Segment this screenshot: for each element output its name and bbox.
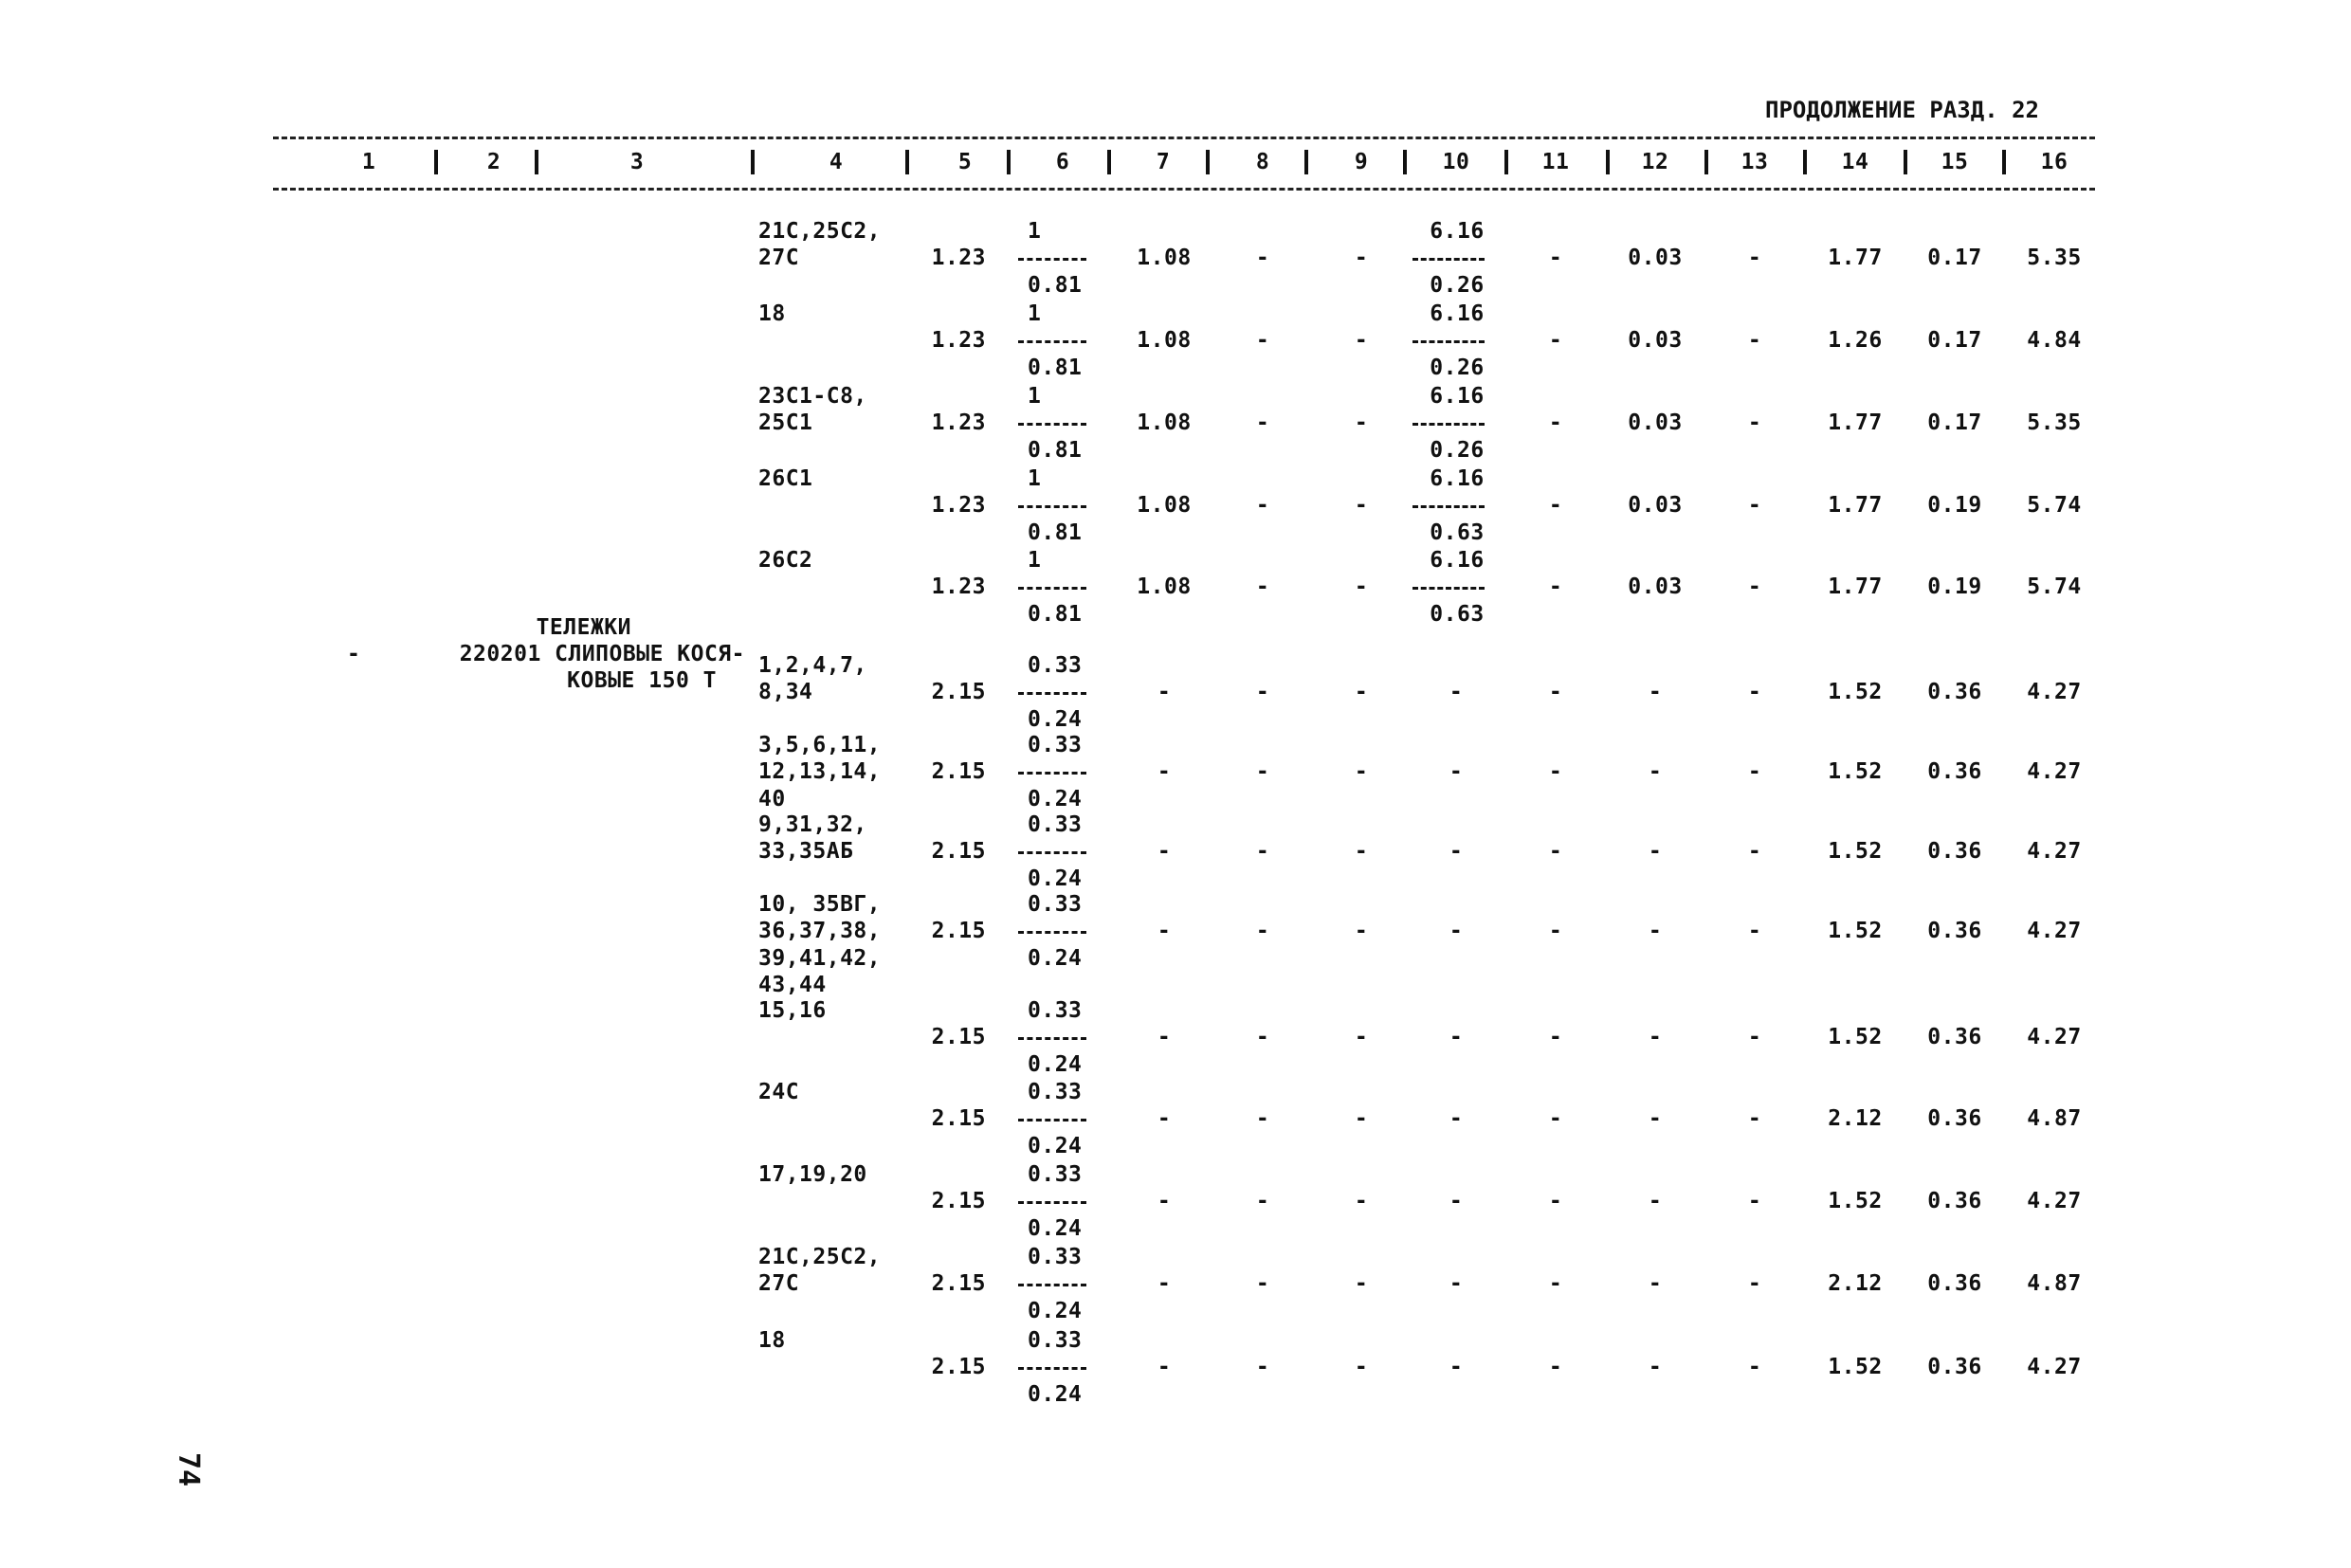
cell-col14: 1.52 <box>1828 1189 1883 1213</box>
fraction-bar <box>1412 587 1485 590</box>
group-code-col1: - <box>347 642 361 666</box>
cell-col5: 2.15 <box>931 839 986 864</box>
cell-col10-bottom: 0.26 <box>1430 437 1485 463</box>
cell-col10-bottom: 0.63 <box>1430 601 1485 627</box>
cell-col6-top: 1 <box>1028 547 1042 573</box>
row-item-line: 40 <box>758 786 786 811</box>
cell-col14: 1.52 <box>1828 759 1883 784</box>
cell-col6-bottom: 0.81 <box>1028 520 1083 545</box>
cell-col5: 2.15 <box>931 1025 986 1049</box>
fraction-bar <box>1018 1201 1086 1204</box>
cell-col6-bottom: 0.24 <box>1028 1381 1083 1407</box>
cell-col15: 0.36 <box>1927 759 1982 784</box>
cell-col11: - <box>1548 493 1563 518</box>
cell-col7: - <box>1157 1355 1172 1379</box>
cell-col10: - <box>1449 839 1464 864</box>
cell-col13: - <box>1747 1025 1762 1049</box>
cell-col6-top: 0.33 <box>1028 1079 1083 1104</box>
fraction-bar <box>1018 340 1086 343</box>
cell-col6-bottom: 0.24 <box>1028 866 1083 891</box>
cell-col13: - <box>1747 839 1762 864</box>
cell-col15: 0.17 <box>1927 328 1982 353</box>
cell-col5: 1.23 <box>931 574 986 599</box>
fraction-bar <box>1018 772 1086 775</box>
column-separator <box>1304 150 1308 174</box>
row-item-line: 21С,25С2, <box>758 218 882 244</box>
page-number: 74 <box>172 1452 205 1487</box>
cell-col9: - <box>1354 919 1369 943</box>
cell-col15: 0.36 <box>1927 1106 1982 1131</box>
cell-col7: - <box>1157 1189 1172 1213</box>
cell-col10: - <box>1449 1106 1464 1131</box>
cell-col6-bottom: 0.24 <box>1028 1215 1083 1241</box>
fraction-bar <box>1412 423 1485 426</box>
column-separator <box>1403 150 1407 174</box>
column-separator <box>1504 150 1508 174</box>
cell-col5: 2.15 <box>931 919 986 943</box>
cell-col6-top: 0.33 <box>1028 732 1083 757</box>
cell-col8: - <box>1255 410 1270 435</box>
cell-col5: 2.15 <box>931 1189 986 1213</box>
cell-col8: - <box>1255 1355 1270 1379</box>
row-item-line: 10, 35ВГ, <box>758 891 882 917</box>
cell-col16: 4.27 <box>2027 680 2082 704</box>
cell-col6-top: 1 <box>1028 218 1042 244</box>
cell-col15: 0.36 <box>1927 1271 1982 1296</box>
cell-col7: - <box>1157 919 1172 943</box>
cell-col16: 4.87 <box>2027 1106 2082 1131</box>
cell-col14: 1.52 <box>1828 680 1883 704</box>
cell-col8: - <box>1255 1189 1270 1213</box>
cell-col9: - <box>1354 1355 1369 1379</box>
column-header-11: 11 <box>1541 150 1570 174</box>
cell-col8: - <box>1255 759 1270 784</box>
column-header-1: 1 <box>361 150 376 174</box>
cell-col16: 4.87 <box>2027 1271 2082 1296</box>
cell-col12: - <box>1648 759 1663 784</box>
fraction-bar <box>1412 340 1485 343</box>
cell-col16: 5.35 <box>2027 410 2082 435</box>
cell-col15: 0.36 <box>1927 680 1982 704</box>
row-item-line: 33,35АБ <box>758 839 854 864</box>
cell-col12: - <box>1648 839 1663 864</box>
cell-col5: 2.15 <box>931 1355 986 1379</box>
cell-col16: 4.27 <box>2027 919 2082 943</box>
cell-col6-top: 1 <box>1028 465 1042 491</box>
row-item-line: 9,31,32, <box>758 811 867 837</box>
cell-col10: - <box>1449 919 1464 943</box>
cell-col9: - <box>1354 493 1369 518</box>
cell-col13: - <box>1747 1189 1762 1213</box>
header-bottom-rule <box>273 188 2095 191</box>
cell-col10: - <box>1449 759 1464 784</box>
cell-col8: - <box>1255 574 1270 599</box>
cell-col6-top: 0.33 <box>1028 891 1083 917</box>
cell-col6-bottom: 0.24 <box>1028 786 1083 811</box>
row-item-line: 24С <box>758 1079 800 1104</box>
cell-col11: - <box>1548 1025 1563 1049</box>
group-name-line3: КОВЫЕ 150 Т <box>567 668 717 693</box>
cell-col11: - <box>1548 919 1563 943</box>
cell-col6-bottom: 0.24 <box>1028 706 1083 732</box>
row-item-line: 39,41,42, <box>758 945 882 971</box>
cell-col5: 1.23 <box>931 410 986 435</box>
column-header-5: 5 <box>957 150 973 174</box>
column-header-7: 7 <box>1156 150 1171 174</box>
cell-col10-bottom: 0.26 <box>1430 355 1485 380</box>
column-separator <box>905 150 909 174</box>
cell-col16: 4.84 <box>2027 328 2082 353</box>
cell-col8: - <box>1255 493 1270 518</box>
cell-col15: 0.17 <box>1927 410 1982 435</box>
cell-col6-bottom: 0.81 <box>1028 601 1083 627</box>
cell-col9: - <box>1354 246 1369 270</box>
column-separator <box>2002 150 2006 174</box>
cell-col5: 1.23 <box>931 246 986 270</box>
cell-col11: - <box>1548 574 1563 599</box>
cell-col11: - <box>1548 1355 1563 1379</box>
cell-col7: - <box>1157 1271 1172 1296</box>
cell-col8: - <box>1255 919 1270 943</box>
cell-col13: - <box>1747 493 1762 518</box>
row-item-line: 18 <box>758 301 786 326</box>
cell-col11: - <box>1548 1189 1563 1213</box>
fraction-bar <box>1018 1119 1086 1121</box>
column-separator <box>1704 150 1708 174</box>
column-header-12: 12 <box>1641 150 1669 174</box>
cell-col14: 1.77 <box>1828 493 1883 518</box>
cell-col16: 5.35 <box>2027 246 2082 270</box>
column-separator <box>751 150 755 174</box>
cell-col12: - <box>1648 680 1663 704</box>
cell-col13: - <box>1747 680 1762 704</box>
cell-col11: - <box>1548 1271 1563 1296</box>
cell-col6-bottom: 0.24 <box>1028 1051 1083 1077</box>
cell-col12: - <box>1648 1106 1663 1131</box>
cell-col9: - <box>1354 839 1369 864</box>
cell-col14: 1.26 <box>1828 328 1883 353</box>
cell-col14: 1.77 <box>1828 246 1883 270</box>
column-header-15: 15 <box>1941 150 1969 174</box>
row-item-line: 27С <box>758 246 800 270</box>
row-item-line: 36,37,38, <box>758 919 882 943</box>
cell-col16: 4.27 <box>2027 1025 2082 1049</box>
cell-col8: - <box>1255 1106 1270 1131</box>
cell-col10: - <box>1449 1355 1464 1379</box>
fraction-bar <box>1018 1367 1086 1370</box>
cell-col16: 4.27 <box>2027 1189 2082 1213</box>
cell-col6-top: 0.33 <box>1028 997 1083 1023</box>
header-top-rule <box>273 137 2095 139</box>
column-header-8: 8 <box>1255 150 1270 174</box>
row-item-line: 27С <box>758 1271 800 1296</box>
cell-col10-top: 6.16 <box>1430 218 1485 244</box>
cell-col7: 1.08 <box>1137 328 1192 353</box>
cell-col14: 2.12 <box>1828 1271 1883 1296</box>
cell-col13: - <box>1747 1355 1762 1379</box>
cell-col11: - <box>1548 246 1563 270</box>
cell-col9: - <box>1354 574 1369 599</box>
cell-col14: 1.52 <box>1828 1025 1883 1049</box>
cell-col6-top: 0.33 <box>1028 811 1083 837</box>
cell-col10-top: 6.16 <box>1430 383 1485 409</box>
column-header-3: 3 <box>629 150 645 174</box>
cell-col6-top: 1 <box>1028 383 1042 409</box>
cell-col12: - <box>1648 1355 1663 1379</box>
cell-col10: - <box>1449 680 1464 704</box>
cell-col14: 1.52 <box>1828 839 1883 864</box>
cell-col10: - <box>1449 1189 1464 1213</box>
cell-col10: - <box>1449 1025 1464 1049</box>
row-item-line: 43,44 <box>758 973 827 997</box>
cell-col10-top: 6.16 <box>1430 547 1485 573</box>
cell-col6-bottom: 0.24 <box>1028 1298 1083 1323</box>
cell-col9: - <box>1354 1106 1369 1131</box>
cell-col6-top: 1 <box>1028 301 1042 326</box>
cell-col9: - <box>1354 1025 1369 1049</box>
column-header-6: 6 <box>1055 150 1070 174</box>
row-item-line: 26С2 <box>758 547 813 573</box>
cell-col14: 2.12 <box>1828 1106 1883 1131</box>
cell-col11: - <box>1548 410 1563 435</box>
cell-col9: - <box>1354 759 1369 784</box>
cell-col10-top: 6.16 <box>1430 301 1485 326</box>
cell-col9: - <box>1354 680 1369 704</box>
column-header-4: 4 <box>829 150 844 174</box>
cell-col12: - <box>1648 1025 1663 1049</box>
cell-col8: - <box>1255 1271 1270 1296</box>
cell-col7: 1.08 <box>1137 493 1192 518</box>
column-separator <box>1206 150 1210 174</box>
column-header-2: 2 <box>486 150 501 174</box>
cell-col10-bottom: 0.26 <box>1430 272 1485 298</box>
cell-col15: 0.36 <box>1927 1025 1982 1049</box>
column-separator <box>1904 150 1907 174</box>
row-item-line: 17,19,20 <box>758 1161 867 1187</box>
cell-col9: - <box>1354 1189 1369 1213</box>
column-header-16: 16 <box>2040 150 2069 174</box>
cell-col12: 0.03 <box>1628 574 1683 599</box>
cell-col8: - <box>1255 1025 1270 1049</box>
fraction-bar <box>1412 505 1485 508</box>
row-item-line: 26С1 <box>758 465 813 491</box>
cell-col9: - <box>1354 1271 1369 1296</box>
column-header-9: 9 <box>1354 150 1369 174</box>
cell-col5: 1.23 <box>931 328 986 353</box>
row-item-line: 25С1 <box>758 410 813 435</box>
cell-col15: 0.19 <box>1927 574 1982 599</box>
cell-col15: 0.36 <box>1927 839 1982 864</box>
cell-col8: - <box>1255 246 1270 270</box>
cell-col7: - <box>1157 759 1172 784</box>
cell-col7: 1.08 <box>1137 574 1192 599</box>
cell-col8: - <box>1255 328 1270 353</box>
cell-col13: - <box>1747 1106 1762 1131</box>
cell-col10-top: 6.16 <box>1430 465 1485 491</box>
cell-col14: 1.52 <box>1828 1355 1883 1379</box>
cell-col15: 0.19 <box>1927 493 1982 518</box>
cell-col7: 1.08 <box>1137 246 1192 270</box>
cell-col12: 0.03 <box>1628 246 1683 270</box>
fraction-bar <box>1018 1284 1086 1286</box>
continuation-heading: ПРОДОЛЖЕНИЕ РАЗД. 22 <box>1765 97 2039 123</box>
fraction-bar <box>1018 692 1086 695</box>
cell-col5: 2.15 <box>931 680 986 704</box>
cell-col16: 5.74 <box>2027 493 2082 518</box>
cell-col12: - <box>1648 1271 1663 1296</box>
fraction-bar <box>1018 258 1086 261</box>
cell-col5: 1.23 <box>931 493 986 518</box>
cell-col6-top: 0.33 <box>1028 1161 1083 1187</box>
column-header-10: 10 <box>1442 150 1470 174</box>
cell-col11: - <box>1548 1106 1563 1131</box>
column-header-14: 14 <box>1841 150 1869 174</box>
cell-col14: 1.77 <box>1828 410 1883 435</box>
cell-col15: 0.36 <box>1927 919 1982 943</box>
fraction-bar <box>1018 1037 1086 1040</box>
cell-col12: - <box>1648 919 1663 943</box>
column-separator <box>434 150 438 174</box>
cell-col15: 0.17 <box>1927 246 1982 270</box>
cell-col7: - <box>1157 1025 1172 1049</box>
cell-col16: 4.27 <box>2027 759 2082 784</box>
column-separator <box>535 150 538 174</box>
fraction-bar <box>1412 258 1485 261</box>
row-item-line: 15,16 <box>758 997 827 1023</box>
cell-col13: - <box>1747 919 1762 943</box>
column-separator <box>1007 150 1011 174</box>
cell-col16: 4.27 <box>2027 1355 2082 1379</box>
fraction-bar <box>1018 931 1086 934</box>
cell-col13: - <box>1747 574 1762 599</box>
cell-col14: 1.52 <box>1828 919 1883 943</box>
fraction-bar <box>1018 851 1086 854</box>
cell-col6-top: 0.33 <box>1028 1244 1083 1269</box>
cell-col7: - <box>1157 1106 1172 1131</box>
cell-col7: - <box>1157 839 1172 864</box>
cell-col16: 5.74 <box>2027 574 2082 599</box>
cell-col6-top: 0.33 <box>1028 1327 1083 1353</box>
cell-col6-bottom: 0.81 <box>1028 355 1083 380</box>
row-item-line: 8,34 <box>758 680 813 704</box>
cell-col14: 1.77 <box>1828 574 1883 599</box>
cell-col6-bottom: 0.81 <box>1028 272 1083 298</box>
cell-col8: - <box>1255 839 1270 864</box>
cell-col13: - <box>1747 1271 1762 1296</box>
cell-col11: - <box>1548 680 1563 704</box>
cell-col8: - <box>1255 680 1270 704</box>
cell-col13: - <box>1747 328 1762 353</box>
cell-col11: - <box>1548 759 1563 784</box>
fraction-bar <box>1018 505 1086 508</box>
column-separator <box>1606 150 1610 174</box>
cell-col12: - <box>1648 1189 1663 1213</box>
cell-col12: 0.03 <box>1628 328 1683 353</box>
cell-col10: - <box>1449 1271 1464 1296</box>
cell-col5: 2.15 <box>931 759 986 784</box>
fraction-bar <box>1018 423 1086 426</box>
column-separator <box>1107 150 1111 174</box>
cell-col15: 0.36 <box>1927 1355 1982 1379</box>
cell-col13: - <box>1747 410 1762 435</box>
row-item-line: 1,2,4,7, <box>758 652 867 678</box>
cell-col15: 0.36 <box>1927 1189 1982 1213</box>
row-item-line: 12,13,14, <box>758 759 882 784</box>
cell-col5: 2.15 <box>931 1271 986 1296</box>
row-item-line: 18 <box>758 1327 786 1353</box>
cell-col12: 0.03 <box>1628 493 1683 518</box>
cell-col12: 0.03 <box>1628 410 1683 435</box>
row-item-line: 21С,25С2, <box>758 1244 882 1269</box>
cell-col13: - <box>1747 759 1762 784</box>
row-item-line: 23С1-С8, <box>758 383 867 409</box>
column-separator <box>1803 150 1807 174</box>
cell-col7: - <box>1157 680 1172 704</box>
cell-col9: - <box>1354 410 1369 435</box>
cell-col11: - <box>1548 328 1563 353</box>
row-item-line: 3,5,6,11, <box>758 732 882 757</box>
cell-col6-top: 0.33 <box>1028 652 1083 678</box>
cell-col13: - <box>1747 246 1762 270</box>
cell-col11: - <box>1548 839 1563 864</box>
cell-col6-bottom: 0.24 <box>1028 1133 1083 1158</box>
group-name-line1: ТЕЛЕЖКИ <box>536 615 631 640</box>
cell-col9: - <box>1354 328 1369 353</box>
cell-col7: 1.08 <box>1137 410 1192 435</box>
cell-col6-bottom: 0.24 <box>1028 945 1083 971</box>
cell-col6-bottom: 0.81 <box>1028 437 1083 463</box>
column-header-13: 13 <box>1740 150 1769 174</box>
cell-col5: 2.15 <box>931 1106 986 1131</box>
fraction-bar <box>1018 587 1086 590</box>
cell-col16: 4.27 <box>2027 839 2082 864</box>
cell-col10-bottom: 0.63 <box>1430 520 1485 545</box>
group-name-line2: 220201 СЛИПОВЫЕ КОСЯ- <box>459 642 745 666</box>
